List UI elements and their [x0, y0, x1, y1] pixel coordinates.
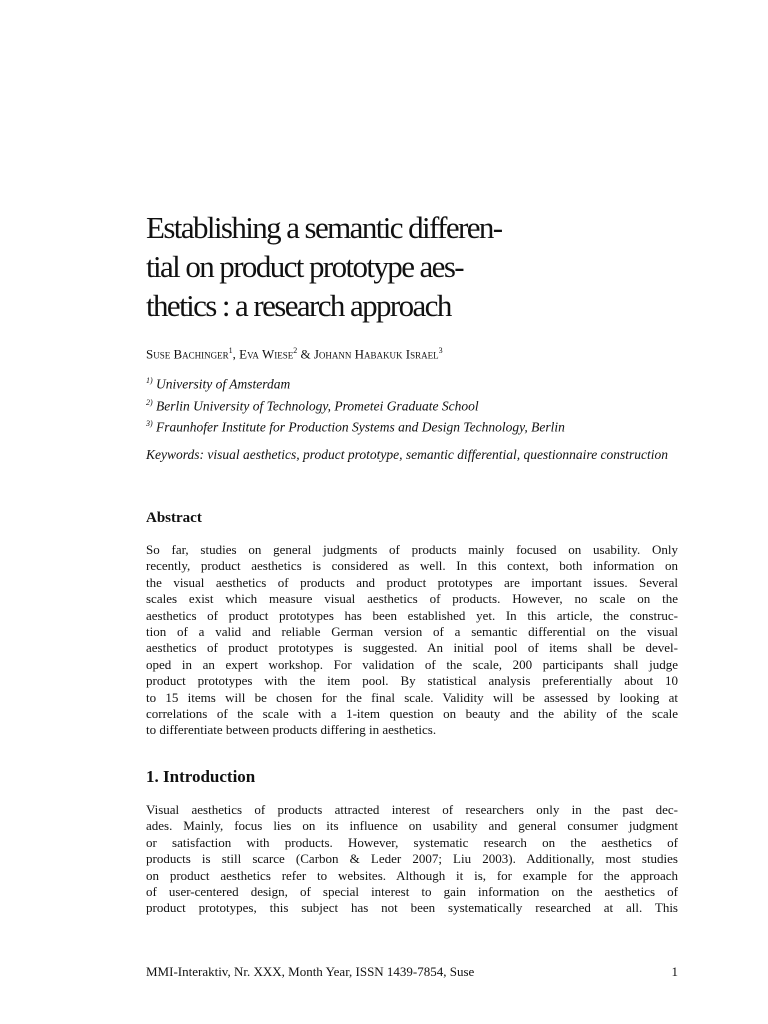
affiliation-ref: 1)	[146, 376, 153, 385]
abstract-line: to 15 items will be chosen for the final scale. Validity will be assessed by looking at	[146, 689, 678, 705]
author-separator: &	[297, 346, 314, 362]
affiliation-ref: 2)	[146, 397, 153, 407]
author-separator: ,	[232, 346, 240, 362]
affiliation	[146, 394, 565, 416]
abstract-line: oped in an expert workshop. For validation of the scale, 200 participants shall judge	[146, 656, 678, 672]
page-footer	[146, 964, 678, 980]
introduction-line: or satisfaction with products. However, systematic research on the aesthetics of	[146, 834, 678, 850]
abstract-line: to differentiate between products differing in aesthetics.	[146, 722, 437, 738]
author-affil-ref: 3	[438, 346, 443, 355]
author-name: Suse Bachinger	[146, 346, 229, 362]
affiliation	[146, 415, 565, 437]
introduction-body	[146, 802, 678, 917]
abstract-line: aesthetics of product prototypes is suggested. An initial pool of items shall be devel-	[146, 640, 678, 656]
abstract-body	[146, 542, 678, 739]
abstract-line: the visual aesthetics of products and product prototypes are important issues. Several	[146, 574, 678, 590]
keywords: Keywords: visual aesthetics, product prototype, semantic differential, questionnaire construction	[146, 447, 669, 462]
page-number: 1	[671, 964, 678, 979]
author-affil-ref: 2	[293, 346, 298, 355]
affiliation	[146, 372, 565, 394]
title-line: thetics : a research approach	[146, 288, 451, 323]
title-line: Establishing a semantic differen-	[146, 210, 502, 245]
author-list	[146, 346, 443, 362]
footer-citation: MMI-Interaktiv, Nr. XXX, Month Year, ISSN 1439-7854, Suse	[146, 964, 475, 979]
introduction-line: product prototypes, this subject has not been systematically researched at all. This	[146, 900, 678, 916]
paper-title	[146, 208, 678, 325]
abstract-line: correlations of the scale with a 1-item question on beauty and the ability of the scale	[146, 706, 678, 722]
introduction-line: of user-centered design, of special interest to gain information on the aesthetics of	[146, 884, 678, 900]
affiliation-text: University of Amsterdam	[152, 376, 291, 392]
author-name: Eva Wiese	[239, 346, 294, 362]
author-name: Johann Habakuk Israel	[313, 346, 439, 362]
affiliation-text: Fraunhofer Institute for Production Systems and Design Technology, Berlin	[152, 419, 565, 435]
abstract-line: So far, studies on general judgments of products mainly focused on usability. Only	[146, 542, 678, 557]
abstract-line: aesthetics of product prototypes has been established yet. In this article, the construc-	[146, 607, 678, 623]
abstract-heading: Abstract	[146, 510, 202, 526]
affiliation-text: Berlin University of Technology, Prometei Graduate School	[152, 398, 479, 413]
affiliation-ref: 3)	[146, 419, 153, 428]
abstract-line: tion of a valid and reliable German version of a semantic differential on the visual	[146, 624, 678, 640]
section-heading-introduction: 1. Introduction	[146, 767, 256, 786]
abstract-line: product prototypes with the item pool. By statistical analysis preferentially about 10	[146, 673, 678, 689]
introduction-line: ades. Mainly, focus lies on its influence on usability and general consumer judgment	[146, 818, 678, 834]
title-line: tial on product prototype aes-	[146, 249, 464, 284]
affiliation-list	[146, 372, 565, 437]
introduction-line: products is still scarce (Carbon & Leder 2007; Liu 2003). Additionally, most studies	[146, 851, 678, 867]
author-affil-ref: 1	[228, 346, 233, 355]
abstract-line: recently, product aesthetics is considered as well. In this context, both information on	[146, 558, 678, 574]
abstract-line: scales exist which measure visual aesthetics of products. However, no scale on the	[146, 591, 678, 607]
introduction-line: on product aesthetics refer to websites. Although it is, for example for the approach	[146, 867, 678, 883]
introduction-line: Visual aesthetics of products attracted interest of researchers only in the past dec-	[146, 802, 678, 817]
